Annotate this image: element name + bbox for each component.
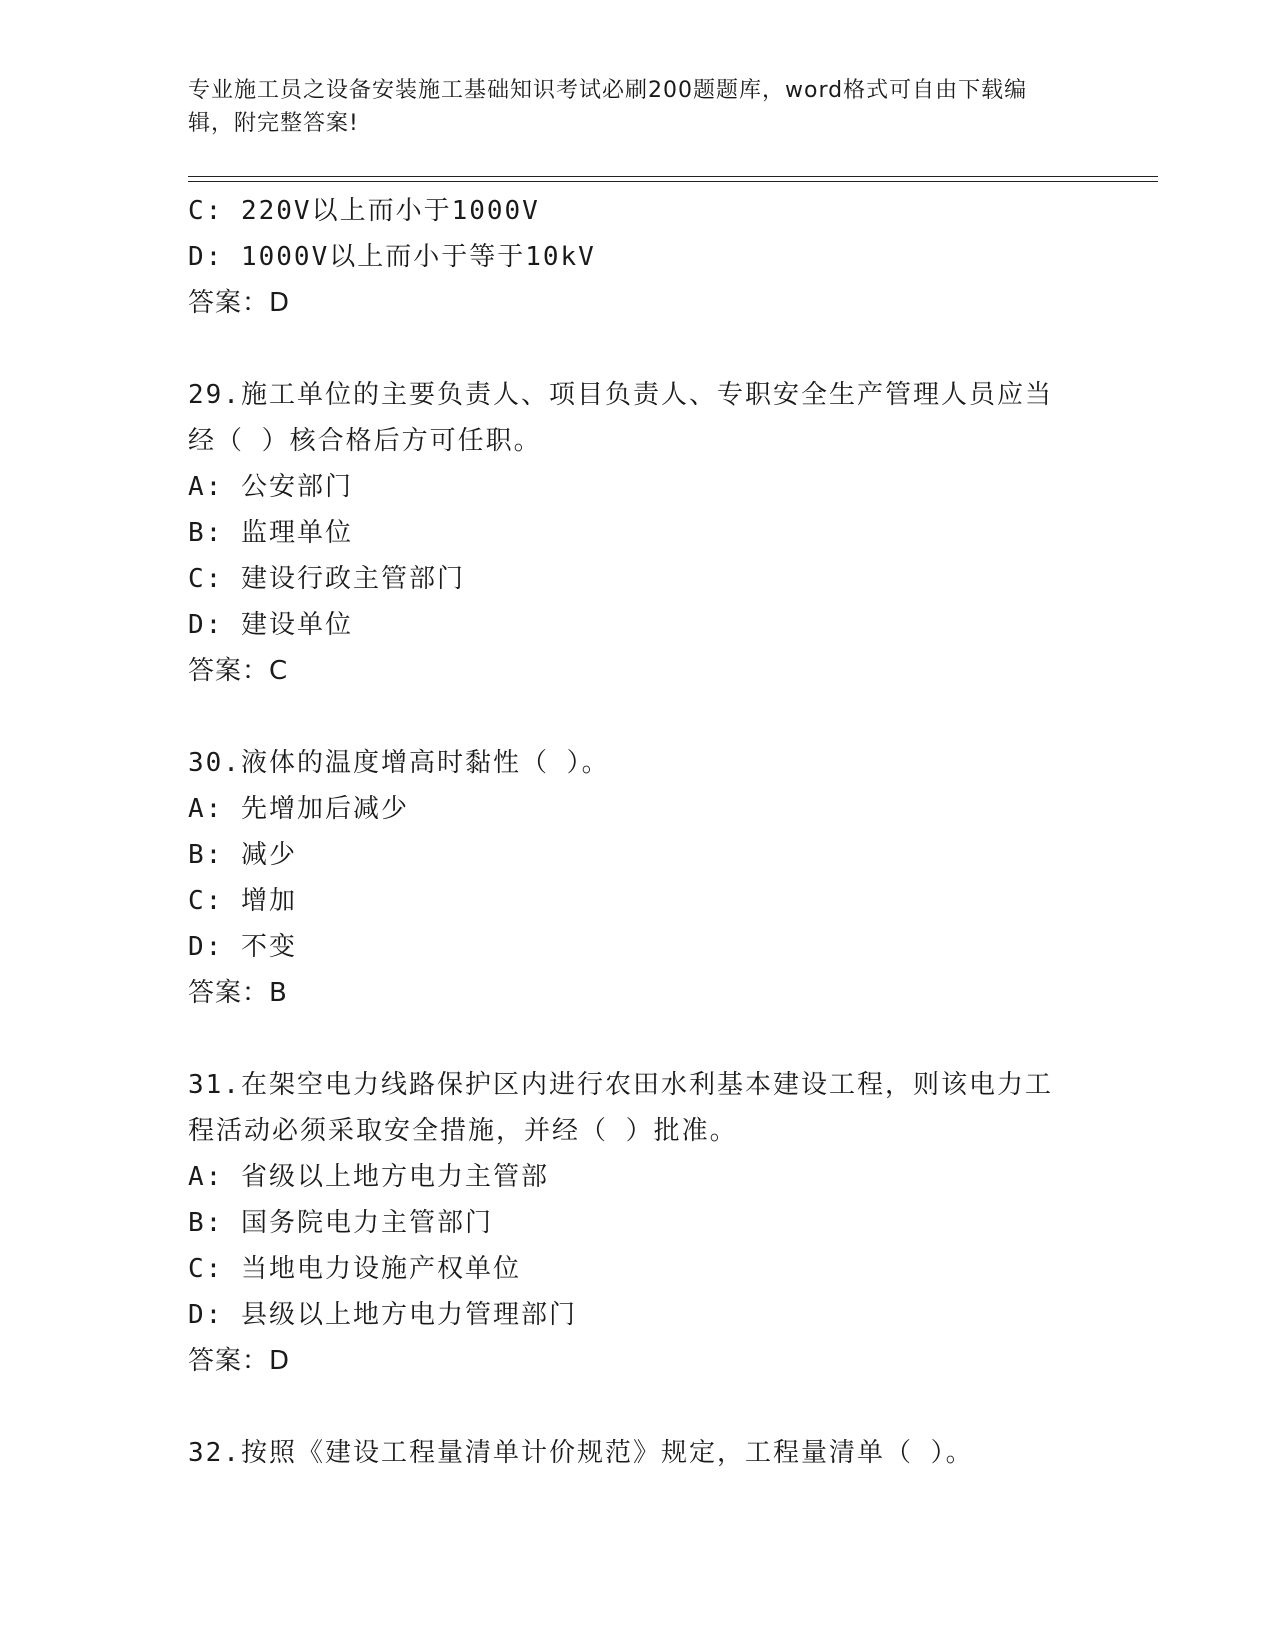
question-stem: 32.按照《建设工程量清单计价规范》规定，工程量清单（ ）。 [188,1438,974,1468]
option-a: A: 省级以上地方电力主管部 [188,1162,549,1192]
question-stem-continued: 经（ ）核合格后方可任职。 [188,426,542,456]
spacer [188,1384,1088,1430]
question-32 [188,1430,1088,1476]
question-stem-continued: 程活动必须采取安全措施，并经（ ）批准。 [188,1116,738,1146]
option-d: D: 建设单位 [188,610,353,640]
question-stem: 31.在架空电力线路保护区内进行农田水利基本建设工程，则该电力工 [188,1070,1053,1100]
option-d: D: 1000V以上而小于等于10kV [188,242,596,272]
question-28 [188,188,1088,326]
option-c: C: 当地电力设施产权单位 [188,1254,521,1284]
option-b: B: 国务院电力主管部门 [188,1208,493,1238]
option-c: C: 220V以上而小于1000V [188,196,540,226]
option-c: C: 建设行政主管部门 [188,564,465,594]
question-stem: 30.液体的温度增高时黏性（ ）。 [188,748,610,778]
option-d: D: 县级以上地方电力管理部门 [188,1300,577,1330]
option-c: C: 增加 [188,886,297,916]
header-divider-top [188,176,1158,177]
option-d: D: 不变 [188,932,297,962]
option-b: B: 减少 [188,840,297,870]
document-header: 专业施工员之设备安装施工基础知识考试必刷200题题库，word格式可自由下载编辑，附完整答案! [188,78,1028,136]
question-31 [188,1062,1088,1384]
option-a: A: 公安部门 [188,472,353,502]
question-stem: 29.施工单位的主要负责人、项目负责人、专职安全生产管理人员应当 [188,380,1053,410]
spacer [188,694,1088,740]
option-b: B: 监理单位 [188,518,353,548]
spacer [188,1016,1088,1062]
question-30 [188,740,1088,1016]
question-29 [188,372,1088,694]
header-divider-bottom [188,181,1158,182]
spacer [188,326,1088,372]
answer: 答案：D [188,288,291,318]
option-a: A: 先增加后减少 [188,794,409,824]
answer: 答案：B [188,978,288,1008]
answer: 答案：C [188,656,289,686]
question-list [188,188,1088,1476]
answer: 答案：D [188,1346,291,1376]
